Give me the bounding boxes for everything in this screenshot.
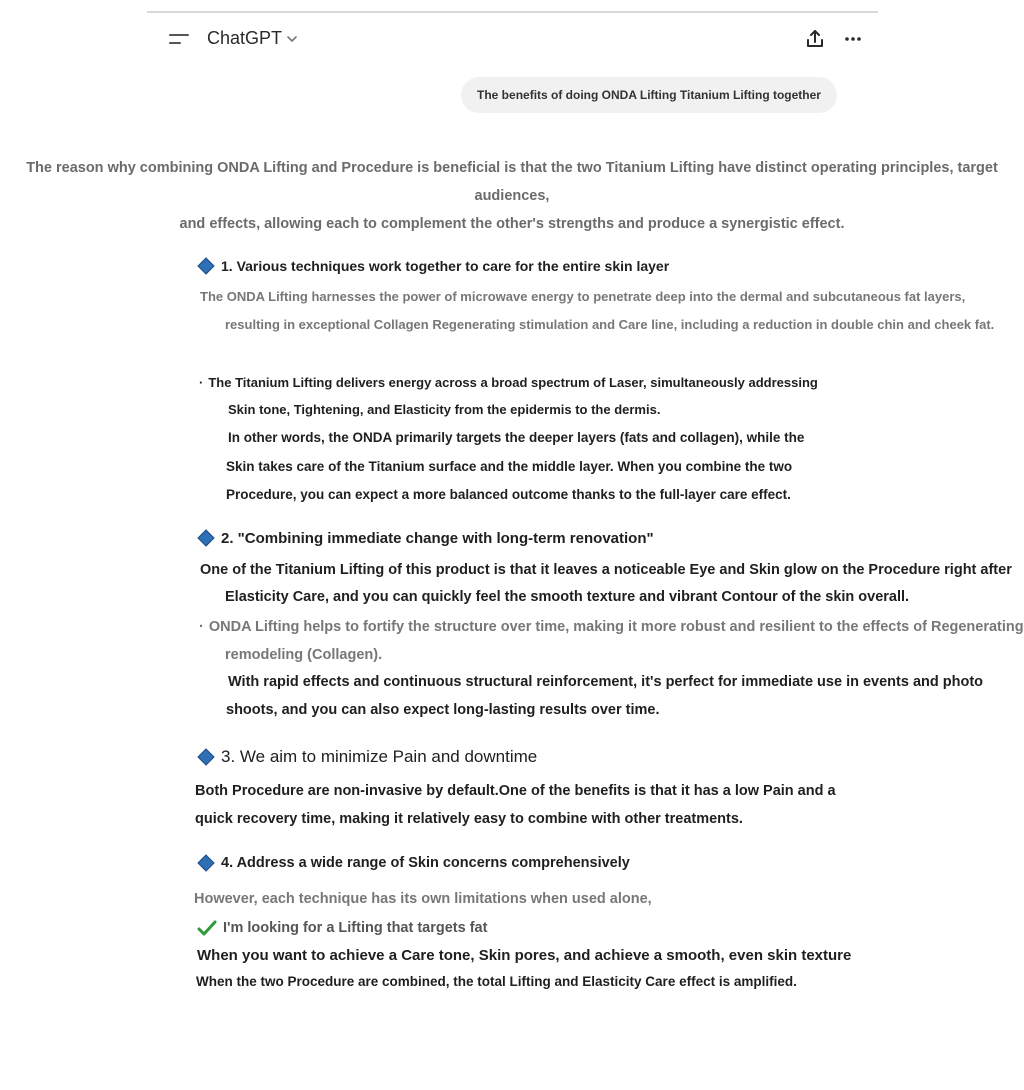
section-2-heading xyxy=(197,529,654,547)
app-title-text: ChatGPT xyxy=(207,28,283,48)
paragraph-line: Procedure, you can expect a more balanced outcome thanks to the full-layer care effect. xyxy=(226,487,791,502)
model-selector[interactable] xyxy=(207,28,298,49)
chat-header xyxy=(147,14,878,66)
paragraph-line: resulting in exceptional Collagen Regenerating stimulation and Care line, including a reduction in double chin and cheek fat. xyxy=(225,317,995,332)
section-4-heading xyxy=(197,854,630,872)
bullet-dot: · xyxy=(199,619,204,635)
paragraph-line: shoots, and you can also expect long-lasting results over time. xyxy=(226,702,660,718)
paragraph-line: In other words, the ONDA primarily targets the deeper layers (fats and collagen), while the xyxy=(228,430,805,445)
section-2-heading-text: 2. "Combining immediate change with long-term renovation" xyxy=(221,529,654,547)
paragraph-line: remodeling (Collagen). xyxy=(225,647,383,663)
more-options-button[interactable] xyxy=(841,27,865,51)
paragraph-line: However, each technique has its own limitations when used alone, xyxy=(194,891,652,907)
top-divider xyxy=(147,11,878,13)
bullet-line xyxy=(199,375,818,390)
share-upload-icon xyxy=(803,27,827,51)
check-item xyxy=(197,919,487,937)
share-button[interactable] xyxy=(803,27,827,51)
bullet-dot: · xyxy=(199,375,204,390)
section-3-heading-text: 3. We aim to minimize Pain and downtime xyxy=(221,747,538,766)
sidebar-toggle-button[interactable] xyxy=(167,30,191,50)
paragraph-line: Elasticity Care, and you can quickly feel the smooth texture and vibrant Contour of the skin overall. xyxy=(225,589,910,605)
green-check-icon xyxy=(197,919,217,937)
paragraph-line: Skin takes care of the Titanium surface and the middle layer. When you combine the two xyxy=(226,459,793,474)
intro-line: and effects, allowing each to complement the other's strengths and produce a synergistic effect. xyxy=(179,216,845,232)
blue-diamond-icon xyxy=(197,748,215,766)
intro-line: The reason why combining ONDA Lifting and Procedure is beneficial is that the two Titanium Lifting have distinct operating principles, target audiences, xyxy=(26,160,998,204)
section-1-heading-text: 1. Various techniques work together to care for the entire skin layer xyxy=(221,258,670,274)
paragraph-line: With rapid effects and continuous structural reinforcement, it's perfect for immediate use in events and photo xyxy=(228,674,984,690)
assistant-intro xyxy=(0,154,1024,238)
paragraph-text: The Titanium Lifting delivers energy across a broad spectrum of Laser, simultaneously addressing xyxy=(208,375,818,390)
menu-lines-icon xyxy=(167,30,191,50)
paragraph-line: When the two Procedure are combined, the total Lifting and Elasticity Care effect is amplified. xyxy=(196,974,797,989)
user-message-bubble xyxy=(461,77,837,113)
paragraph-line: Both Procedure are non-invasive by default.One of the benefits is that it has a low Pain and a xyxy=(195,783,836,799)
paragraph-line: Skin tone, Tightening, and Elasticity from the epidermis to the dermis. xyxy=(228,402,661,417)
blue-diamond-icon xyxy=(197,257,215,275)
user-message-text: The benefits of doing ONDA Lifting Titanium Lifting together xyxy=(477,88,821,102)
check-item-text: I'm looking for a Lifting that targets fat xyxy=(223,920,488,936)
paragraph-line: The ONDA Lifting harnesses the power of microwave energy to penetrate deep into the dermal and subcutaneous fat layers, xyxy=(200,289,966,304)
paragraph-line: quick recovery time, making it relatively easy to combine with other treatments. xyxy=(195,811,743,827)
paragraph-line: One of the Titanium Lifting of this product is that it leaves a noticeable Eye and Skin glow on the Procedure right after xyxy=(200,562,1012,578)
blue-diamond-icon xyxy=(197,854,215,872)
paragraph-line: When you want to achieve a Care tone, Skin pores, and achieve a smooth, even skin texture xyxy=(197,947,852,964)
blue-diamond-icon xyxy=(197,529,215,547)
section-4-heading-text: 4. Address a wide range of Skin concerns comprehensively xyxy=(221,855,630,871)
section-1-heading xyxy=(197,257,669,275)
more-dots-icon xyxy=(841,27,865,51)
chevron-down-icon xyxy=(286,33,298,45)
section-3-heading xyxy=(197,747,537,767)
bullet-line xyxy=(199,619,1024,635)
paragraph-text: ONDA Lifting helps to fortify the structure over time, making it more robust and resilient to the effects of Regenerating xyxy=(208,619,1024,635)
